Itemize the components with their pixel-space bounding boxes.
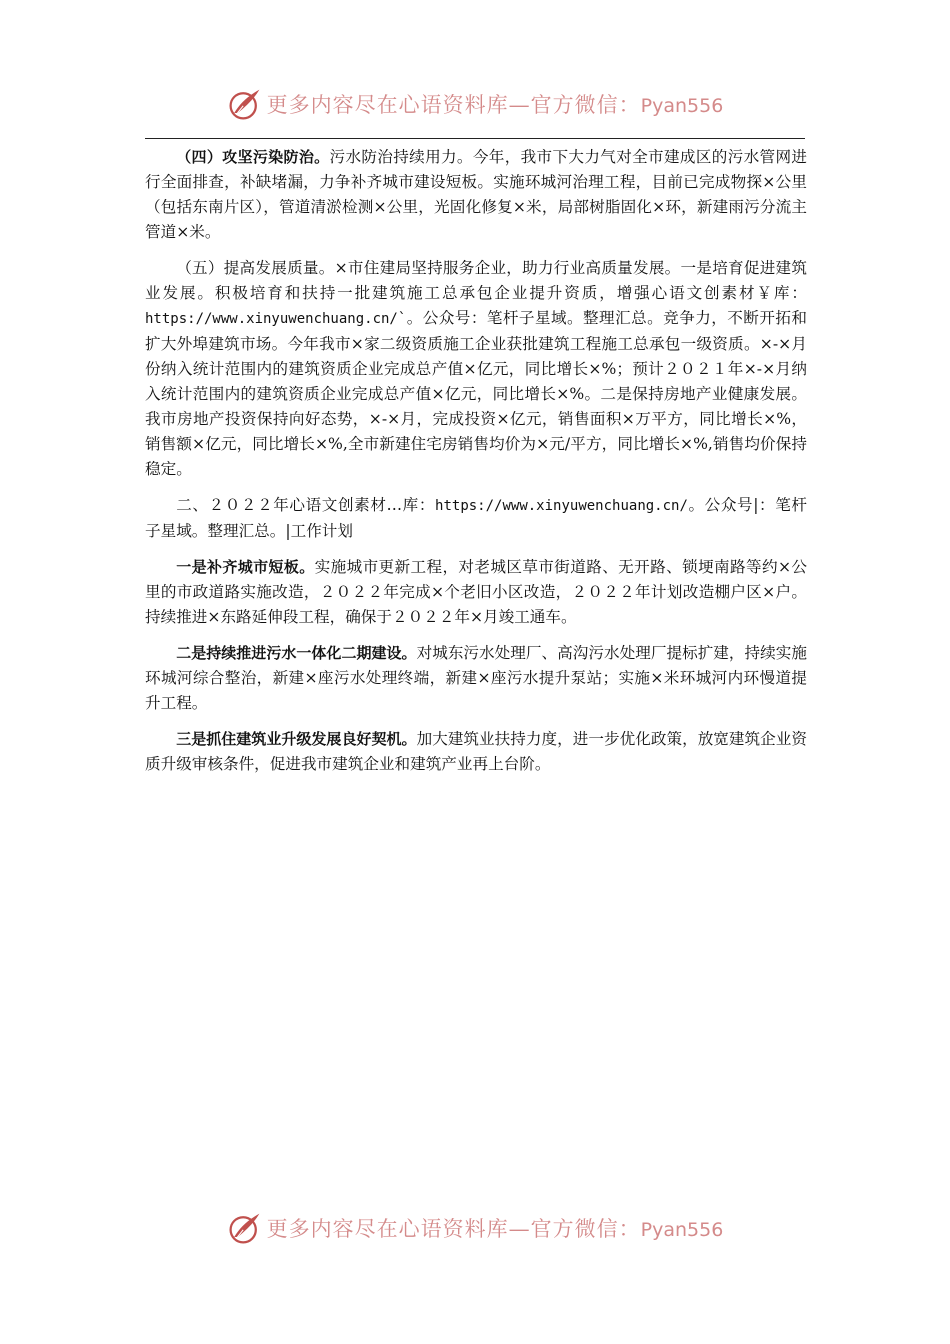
header-rule (145, 138, 805, 139)
paragraph: （五）提高发展质量。×市住建局坚持服务企业，助力行业高质量发展。一是培育促进建筑业发展。积极培育和扶持一批建筑施工总承包企业提升资质，增强心语文创素材￥库：https://www.xinyuwenchuang.cn/`。公众号：笔杆子星域。整理汇总。竞争力，不断开拓和扩大外埠建筑市场。今年我市×家二级资质施工企业获批建筑工程施工总承包一级资质。×-×月份纳入统计范围内的建筑资质企业完成总产值×亿元，同比增长×%；预计２０２１年×-×月纳入统计范围内的建筑资质企业完成总产值×亿元，同比增长×%。二是保持房地产业健康发展。我市房地产投资保持向好态势，×-×月，完成投资×亿元，销售面积×万平方，同比增长×%，销售额×亿元，同比增长×%,全市新建住宅房销售均价为×元/平方，同比增长×%,销售均价保持稳定。 (145, 259, 807, 478)
quill-pen-logo-icon (227, 1210, 263, 1246)
banner-text: 更多内容尽在心语资料库—官方微信：Pyan556 (266, 93, 724, 117)
url-link: https://www.xinyuwenchuang.cn/ (435, 498, 688, 514)
paragraph: 三是抓住建筑业升级发展良好契机。加大建筑业扶持力度，进一步优化政策，放宽建筑企业资质升级审核条件，促进我市建筑企业和建筑产业再上台阶。 (145, 730, 807, 773)
paragraph: （四）攻坚污染防治。污水防治持续用力。今年，我市下大力气对全市建成区的污水管网进行全面排查，补缺堵漏，力争补齐城市建设短板。实施环城河治理工程，目前已完成物探×公里（包括东南片区），管道清淤检测×公里，光固化修复×米，局部树脂固化×环，新建雨污分流主管道×米。 (145, 148, 807, 241)
quill-pen-logo-icon (227, 86, 263, 122)
paragraph: 一是补齐城市短板。实施城市更新工程，对老城区草市街道路、无开路、锁埂南路等约×公里的市政道路实施改造，２０２２年完成×个老旧小区改造，２０２２年计划改造棚户区×户。持续推进×东路延伸段工程，确保于２０２２年×月竣工通车。 (145, 558, 807, 626)
header-banner (0, 84, 950, 124)
paragraph: 二、２０２２年心语文创素材…库：https://www.xinyuwenchuang.cn/。公众号|：笔杆子星域。整理汇总。|工作计划 (145, 496, 807, 540)
paragraph: 二是持续推进污水一体化二期建设。对城东污水处理厂、高沟污水处理厂提标扩建，持续实施环城河综合整治，新建×座污水处理终端，新建×座污水提升泵站；实施×米环城河内环慢道提升工程。 (145, 644, 807, 712)
url-link: https://www.xinyuwenchuang.cn/` (145, 311, 407, 327)
document-body (145, 145, 807, 788)
footer-banner (0, 1208, 950, 1248)
banner-text: 更多内容尽在心语资料库—官方微信：Pyan556 (266, 1217, 724, 1241)
